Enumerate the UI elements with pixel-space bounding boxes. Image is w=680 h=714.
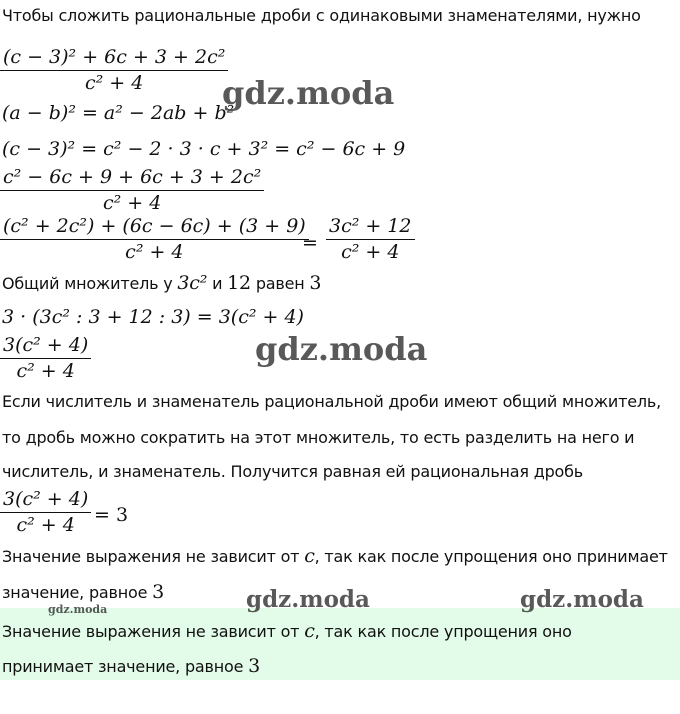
watermark-bottom-center: gdz.moda [246, 586, 370, 613]
fraction-substituted-denominator: c² + 4 [102, 192, 162, 214]
common-factor-line: Общий множитель у 3c² и 12 равен 3 [2, 272, 322, 294]
fraction-final-numerator: 3(c² + 4) [0, 490, 91, 513]
answer-box [0, 608, 680, 680]
equals-sign: = [302, 232, 318, 254]
fraction-final [0, 490, 91, 535]
term-3c2: 3c² [177, 272, 208, 294]
fraction-grouped [0, 217, 309, 262]
watermark-bottom-right: gdz.moda [520, 586, 644, 613]
conclusion-line-1: Значение выражения не зависит от c, так как после упрощения оно принимает [2, 545, 668, 567]
fraction-grouped-numerator: (c² + 2c²) + (6c − 6c) + (3 + 9) [0, 217, 309, 240]
final-result: = 3 [94, 504, 129, 526]
fraction-simplified [326, 217, 415, 262]
fraction-final-denominator: c² + 4 [16, 514, 75, 536]
fraction-grouped-denominator: c² + 4 [125, 241, 184, 263]
fraction-original-denominator: c² + 4 [84, 72, 144, 94]
square-expansion: (c − 3)² = c² − 2 · 3 · c + 3² = c² − 6c + 9 [2, 138, 406, 160]
answer-variable-c: c [304, 620, 315, 642]
intro-text: Чтобы сложить рациональные дроби с одинаковыми знаменателями, нужно [2, 6, 641, 25]
conclusion-line-2: значение, равное 3 [2, 581, 165, 603]
fraction-factored [0, 336, 91, 381]
answer-value: 3 [248, 655, 261, 677]
fraction-simplified-denominator: c² + 4 [341, 241, 400, 263]
answer-line-1: Значение выражения не зависит от c, так как после упрощения оно [2, 620, 572, 642]
term-3: 3 [309, 272, 322, 294]
watermark-middle: gdz.moda [255, 330, 428, 368]
value-3: 3 [152, 581, 165, 603]
watermark-small: gdz.moda [48, 603, 108, 616]
square-difference-identity: (a − b)² = a² − 2ab + b² [2, 102, 235, 124]
answer-line-2: принимает значение, равное 3 [2, 655, 261, 677]
fraction-original-numerator: (c − 3)² + 6c + 3 + 2c² [0, 48, 228, 71]
fraction-factored-numerator: 3(c² + 4) [0, 336, 91, 359]
variable-c: c [304, 545, 315, 567]
fraction-factored-denominator: c² + 4 [16, 360, 75, 382]
factoring-expression: 3 · (3c² : 3 + 12 : 3) = 3(c² + 4) [2, 306, 304, 328]
explain-line-3: числитель, и знаменатель. Получится равная ей рациональная дробь [2, 462, 584, 481]
fraction-original [0, 48, 228, 93]
fraction-substituted [0, 168, 264, 213]
watermark-top: gdz.moda [222, 74, 395, 112]
term-12: 12 [227, 272, 251, 294]
explain-line-2: то дробь можно сократить на этот множитель, то есть разделить на него и [2, 428, 635, 447]
fraction-simplified-numerator: 3c² + 12 [326, 217, 415, 240]
fraction-substituted-numerator: c² − 6c + 9 + 6c + 3 + 2c² [0, 168, 264, 191]
explain-line-1: Если числитель и знаменатель рациональной дроби имеют общий множитель, [2, 392, 662, 411]
